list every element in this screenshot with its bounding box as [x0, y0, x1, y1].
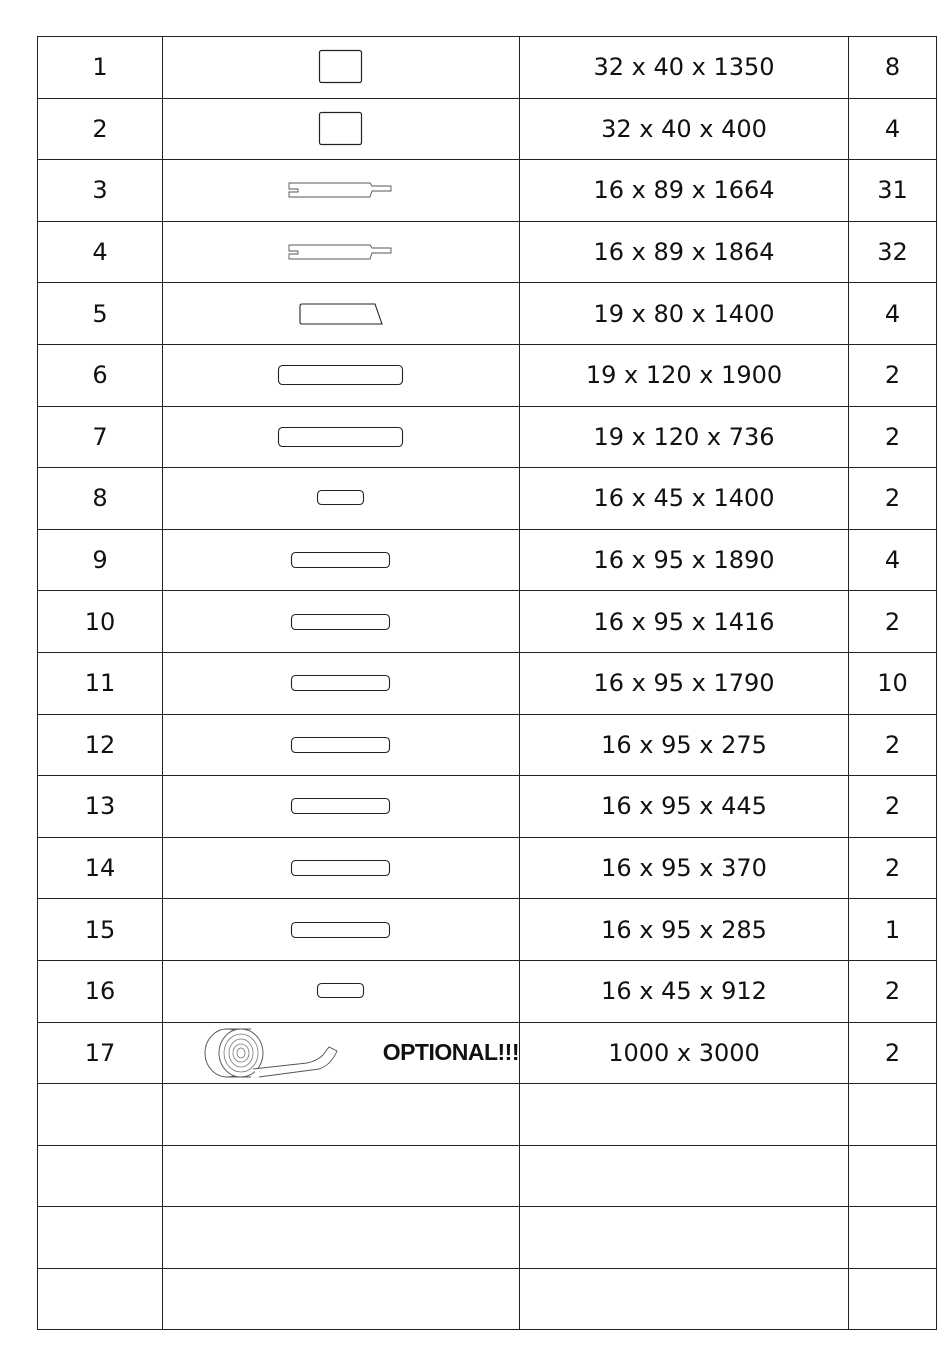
- empty-cell: [163, 1207, 520, 1269]
- optional-label: OPTIONAL!!!: [382, 1039, 519, 1066]
- table-row: [38, 221, 937, 283]
- flat-board-icon: [290, 859, 392, 877]
- small-batten-icon: [316, 982, 366, 1000]
- part-number: 11: [38, 652, 163, 714]
- part-number: 4: [38, 221, 163, 283]
- part-shape-cell: [163, 714, 520, 776]
- part-dimensions: 16 x 45 x 1400: [520, 468, 849, 530]
- empty-cell: [520, 1145, 849, 1207]
- part-dimensions: 16 x 95 x 1790: [520, 652, 849, 714]
- part-quantity: 31: [849, 160, 937, 222]
- part-dimensions: 16 x 95 x 1890: [520, 529, 849, 591]
- table-row: [38, 529, 937, 591]
- part-quantity: 4: [849, 283, 937, 345]
- empty-cell: [163, 1268, 520, 1330]
- part-dimensions: 32 x 40 x 1350: [520, 37, 849, 99]
- table-row: [38, 468, 937, 530]
- part-number: 3: [38, 160, 163, 222]
- roofing-roll-icon: [199, 1025, 339, 1081]
- part-quantity: 4: [849, 529, 937, 591]
- flat-board-icon: [290, 551, 392, 569]
- part-dimensions: 16 x 95 x 275: [520, 714, 849, 776]
- part-shape-cell: [163, 406, 520, 468]
- empty-table-row: [38, 1207, 937, 1269]
- part-shape-cell: [163, 98, 520, 160]
- table-row: [38, 899, 937, 961]
- part-quantity: 2: [849, 468, 937, 530]
- table-row: [38, 37, 937, 99]
- empty-cell: [38, 1084, 163, 1146]
- part-number: 5: [38, 283, 163, 345]
- empty-cell: [849, 1145, 937, 1207]
- part-dimensions: 16 x 45 x 912: [520, 960, 849, 1022]
- part-dimensions: 1000 x 3000: [520, 1022, 849, 1084]
- part-quantity: 2: [849, 344, 937, 406]
- empty-cell: [849, 1207, 937, 1269]
- part-quantity: 10: [849, 652, 937, 714]
- table-row: [38, 837, 937, 899]
- flat-board-icon: [290, 921, 392, 939]
- table-row: [38, 344, 937, 406]
- part-shape-cell: [163, 960, 520, 1022]
- part-number: 12: [38, 714, 163, 776]
- part-quantity: 2: [849, 837, 937, 899]
- table-row: [38, 1022, 937, 1084]
- part-dimensions: 16 x 89 x 1664: [520, 160, 849, 222]
- bevel-board-icon: [298, 302, 384, 326]
- part-dimensions: 16 x 95 x 285: [520, 899, 849, 961]
- table-row: [38, 776, 937, 838]
- empty-table-row: [38, 1145, 937, 1207]
- part-quantity: 2: [849, 591, 937, 653]
- part-quantity: 8: [849, 37, 937, 99]
- table-row: [38, 160, 937, 222]
- part-dimensions: 32 x 40 x 400: [520, 98, 849, 160]
- square-block-icon: [318, 49, 364, 85]
- table-row: [38, 960, 937, 1022]
- part-quantity: 2: [849, 714, 937, 776]
- part-quantity: 4: [849, 98, 937, 160]
- empty-cell: [520, 1207, 849, 1269]
- part-number: 14: [38, 837, 163, 899]
- part-number: 10: [38, 591, 163, 653]
- part-quantity: 1: [849, 899, 937, 961]
- empty-table-row: [38, 1084, 937, 1146]
- table-row: [38, 714, 937, 776]
- part-number: 1: [38, 37, 163, 99]
- wide-plank-icon: [277, 426, 405, 448]
- part-shape-cell: [163, 468, 520, 530]
- square-block-icon: [318, 111, 364, 147]
- empty-cell: [849, 1084, 937, 1146]
- part-shape-cell: [163, 652, 520, 714]
- part-quantity: 2: [849, 776, 937, 838]
- empty-cell: [38, 1207, 163, 1269]
- part-shape-cell: [163, 344, 520, 406]
- tongue-groove-board-icon: [288, 242, 394, 262]
- empty-cell: [163, 1084, 520, 1146]
- part-number: 7: [38, 406, 163, 468]
- part-dimensions: 16 x 89 x 1864: [520, 221, 849, 283]
- wide-plank-icon: [277, 364, 405, 386]
- part-number: 16: [38, 960, 163, 1022]
- part-shape-cell: [163, 283, 520, 345]
- part-dimensions: 16 x 95 x 1416: [520, 591, 849, 653]
- table-row: [38, 591, 937, 653]
- part-shape-cell: [163, 1022, 520, 1084]
- tongue-groove-board-icon: [288, 180, 394, 200]
- part-shape-cell: [163, 776, 520, 838]
- table-row: [38, 406, 937, 468]
- part-dimensions: 16 x 95 x 445: [520, 776, 849, 838]
- part-shape-cell: [163, 37, 520, 99]
- part-number: 6: [38, 344, 163, 406]
- part-dimensions: 16 x 95 x 370: [520, 837, 849, 899]
- parts-list-table: [37, 36, 937, 1330]
- flat-board-icon: [290, 674, 392, 692]
- part-quantity: 2: [849, 406, 937, 468]
- empty-cell: [520, 1268, 849, 1330]
- flat-board-icon: [290, 736, 392, 754]
- table-row: [38, 283, 937, 345]
- part-number: 9: [38, 529, 163, 591]
- table-row: [38, 652, 937, 714]
- empty-cell: [520, 1084, 849, 1146]
- empty-table-row: [38, 1268, 937, 1330]
- part-shape-cell: [163, 899, 520, 961]
- part-shape-cell: [163, 837, 520, 899]
- part-shape-cell: [163, 221, 520, 283]
- part-shape-cell: [163, 529, 520, 591]
- part-number: 8: [38, 468, 163, 530]
- part-dimensions: 19 x 120 x 736: [520, 406, 849, 468]
- part-number: 15: [38, 899, 163, 961]
- small-batten-icon: [316, 489, 366, 507]
- part-shape-cell: [163, 591, 520, 653]
- flat-board-icon: [290, 613, 392, 631]
- table-row: [38, 98, 937, 160]
- empty-cell: [163, 1145, 520, 1207]
- part-quantity: 32: [849, 221, 937, 283]
- empty-cell: [38, 1268, 163, 1330]
- part-dimensions: 19 x 80 x 1400: [520, 283, 849, 345]
- empty-cell: [849, 1268, 937, 1330]
- empty-cell: [38, 1145, 163, 1207]
- flat-board-icon: [290, 797, 392, 815]
- part-number: 17: [38, 1022, 163, 1084]
- part-number: 13: [38, 776, 163, 838]
- part-shape-cell: [163, 160, 520, 222]
- part-dimensions: 19 x 120 x 1900: [520, 344, 849, 406]
- part-number: 2: [38, 98, 163, 160]
- part-quantity: 2: [849, 960, 937, 1022]
- part-quantity: 2: [849, 1022, 937, 1084]
